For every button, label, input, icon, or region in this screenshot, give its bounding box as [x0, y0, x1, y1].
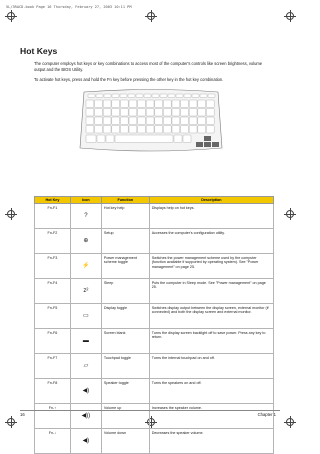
- keyboard-key: [155, 126, 163, 134]
- keyboard-key: [155, 109, 163, 117]
- keyboard-key: [198, 100, 206, 108]
- description-cell: Turns the display screen backlight off to save power. Press any key to return.: [149, 329, 273, 354]
- keyboard-key: [189, 117, 197, 125]
- sleep-icon: z²: [83, 287, 89, 294]
- keyboard-key: [181, 126, 189, 134]
- keyboard-key: [172, 117, 180, 125]
- column-header-hot-key: Hot Key: [35, 197, 71, 204]
- keyboard-key: [181, 117, 189, 125]
- icon-cell: [70, 379, 101, 404]
- registration-mark-top-left: [7, 12, 15, 20]
- function-cell: Setup: [101, 229, 149, 254]
- keyboard-key: [96, 94, 103, 98]
- keyboard-key: [86, 135, 96, 143]
- registration-mark-mid-left: [7, 210, 15, 218]
- section-title: Hot Keys: [20, 46, 58, 56]
- keyboard-key: [129, 126, 137, 134]
- table-header-row: [35, 197, 274, 204]
- page-number: 16: [20, 412, 25, 417]
- hotkey-cell: Fn-F4: [35, 279, 71, 304]
- keyboard-key: [112, 126, 120, 134]
- keyboard-key: [136, 94, 143, 98]
- keyboard-key: [183, 135, 191, 143]
- column-header-icon: Icon: [70, 197, 101, 204]
- keyboard-key: [198, 126, 206, 134]
- description-cell: Switches display output between the display screen, external monitor (if connected) and both the display screen and external monitor.: [149, 304, 273, 329]
- description-cell: Increases the speaker volume.: [149, 404, 273, 429]
- keyboard-key: [120, 100, 128, 108]
- keyboard-key: [86, 117, 94, 125]
- function-cell: Display toggle: [101, 304, 149, 329]
- function-cell: Screen blank: [101, 329, 149, 354]
- chapter-label: Chapter 1: [257, 412, 276, 417]
- function-cell: Volume down: [101, 429, 149, 454]
- screen-blank-icon: ▬: [82, 337, 89, 344]
- icon-cell: [70, 304, 101, 329]
- intro-paragraph: The computer employs hot keys or key combinations to access most of the computer's controls like screen brightness, volume output and the BIOS Utility.: [34, 61, 263, 72]
- keyboard-key: [189, 109, 197, 117]
- keyboard-key: [208, 94, 215, 98]
- keyboard-key: [112, 117, 120, 125]
- table-row: [35, 279, 274, 304]
- keyboard-key: [120, 117, 128, 125]
- keyboard-key: [86, 126, 94, 134]
- description-cell: Turns the internal touchpad on and off.: [149, 354, 273, 379]
- keyboard-key: [198, 117, 206, 125]
- table-row: [35, 329, 274, 354]
- keyboard-key: [172, 100, 180, 108]
- keyboard-key: [163, 109, 171, 117]
- display-toggle-icon: ▭: [83, 312, 89, 319]
- function-cell: Sleep: [101, 279, 149, 304]
- keyboard-key: [146, 100, 154, 108]
- keyboard-key: [174, 135, 182, 143]
- keyboard-key: [128, 94, 135, 98]
- keyboard-key: [95, 109, 103, 117]
- keyboard-key: [181, 109, 189, 117]
- keyboard-key: [152, 94, 159, 98]
- registration-mark-mid-right: [286, 210, 294, 218]
- setup-icon: ⊕: [83, 237, 89, 244]
- keyboard-key: [146, 109, 154, 117]
- keyboard-key: [95, 117, 103, 125]
- keyboard-key: [112, 109, 120, 117]
- keyboard-key: [206, 126, 214, 134]
- keyboard-key: [144, 94, 151, 98]
- footer-rule: [20, 410, 280, 411]
- question-mark-icon: ?: [84, 212, 88, 219]
- keyboard-key: [112, 100, 120, 108]
- icon-cell: [70, 204, 101, 229]
- keyboard-key: [120, 109, 128, 117]
- hot-keys-table: [34, 196, 274, 454]
- keyboard-key: [95, 100, 103, 108]
- keyboard-key: [88, 94, 95, 98]
- hotkey-cell: Fn-↓: [35, 429, 71, 454]
- keyboard-key: [138, 126, 146, 134]
- keyboard-key: [146, 117, 154, 125]
- keyboard-key: [115, 135, 173, 143]
- hotkey-cell: Fn-↑: [35, 404, 71, 429]
- icon-cell: [70, 429, 101, 454]
- description-cell: Turns the speakers on and off.: [149, 379, 273, 404]
- table-row: [35, 229, 274, 254]
- keyboard-key: [206, 109, 214, 117]
- volume-up-icon: ◀)): [81, 412, 91, 419]
- keyboard-key: [129, 109, 137, 117]
- keyboard-key: [103, 109, 111, 117]
- keyboard-key: [189, 100, 197, 108]
- table-row: [35, 304, 274, 329]
- function-cell: Hot key help: [101, 204, 149, 229]
- keyboard-illustration: [76, 86, 226, 156]
- keyboard-key: [189, 126, 197, 134]
- icon-cell: [70, 254, 101, 279]
- keyboard-key: [160, 94, 167, 98]
- keyboard-key: [86, 109, 94, 117]
- running-header: 5L/3RACD.book Page 16 Thursday, February 27, 2003 10:11 PM: [6, 5, 132, 9]
- keyboard-key: [163, 100, 171, 108]
- description-cell: Displays help on hot keys.: [149, 204, 273, 229]
- keyboard-key: [103, 117, 111, 125]
- keyboard-key: [86, 100, 94, 108]
- function-cell: Speaker toggle: [101, 379, 149, 404]
- description-cell: Decreases the speaker volume.: [149, 429, 273, 454]
- hotkey-cell: Fn-F1: [35, 204, 71, 229]
- function-cell: Touchpad toggle: [101, 354, 149, 379]
- keyboard-key: [138, 100, 146, 108]
- volume-down-icon: ◀): [82, 437, 90, 444]
- description-cell: Accesses the computer's configuration utility.: [149, 229, 273, 254]
- hotkey-cell: Fn-F5: [35, 304, 71, 329]
- table-row: [35, 354, 274, 379]
- keyboard-key: [206, 117, 214, 125]
- hotkey-cell: Fn-F8: [35, 379, 71, 404]
- keyboard-key: [97, 135, 105, 143]
- keyboard-key: [146, 126, 154, 134]
- description-cell: Puts the computer in Sleep mode. See "Power management" on page 25.: [149, 279, 273, 304]
- keyboard-key: [200, 94, 207, 98]
- activation-paragraph: To activate hot keys, press and hold the Fn key before pressing the other key in the hot key combination.: [34, 77, 224, 82]
- keyboard-key: [120, 126, 128, 134]
- keyboard-key: [172, 126, 180, 134]
- table-row: [35, 254, 274, 279]
- keyboard-key: [176, 94, 183, 98]
- icon-cell: [70, 229, 101, 254]
- table-row: [35, 429, 274, 454]
- keyboard-key: [138, 109, 146, 117]
- keyboard-key: [104, 94, 111, 98]
- icon-cell: [70, 279, 101, 304]
- speaker-toggle-icon: ◀): [82, 387, 90, 394]
- hotkey-cell: Fn-F2: [35, 229, 71, 254]
- hotkey-cell: Fn-F7: [35, 354, 71, 379]
- keyboard-key: [103, 100, 111, 108]
- registration-mark-top-right: [286, 12, 294, 20]
- function-cell: Power management scheme toggle: [101, 254, 149, 279]
- touchpad-toggle-icon: ▱: [83, 362, 89, 369]
- function-cell: Volume up: [101, 404, 149, 429]
- keyboard-key: [168, 94, 175, 98]
- keyboard-key: [103, 126, 111, 134]
- keyboard-key: [181, 100, 189, 108]
- column-header-function: Function: [101, 197, 149, 204]
- keyboard-key: [112, 94, 119, 98]
- table-row: [35, 204, 274, 229]
- icon-cell: [70, 329, 101, 354]
- keyboard-key: [155, 117, 163, 125]
- table-row: [35, 379, 274, 404]
- icon-cell: [70, 354, 101, 379]
- keyboard-key: [172, 109, 180, 117]
- keyboard-key: [106, 135, 114, 143]
- keyboard-key: [129, 117, 137, 125]
- hotkey-cell: Fn-F3: [35, 254, 71, 279]
- keyboard-key: [120, 94, 127, 98]
- keyboard-key: [163, 126, 171, 134]
- keyboard-key: [198, 109, 206, 117]
- hotkey-cell: Fn-F6: [35, 329, 71, 354]
- column-header-description: Description: [149, 197, 273, 204]
- description-cell: Switches the power management scheme used by the computer (function available if supported by operating system). See "Power management" on page 25.: [149, 254, 273, 279]
- keyboard-key: [163, 117, 171, 125]
- keyboard-key: [129, 100, 137, 108]
- power-scheme-icon: ⚡: [82, 262, 90, 269]
- registration-mark-top-center: [147, 12, 155, 20]
- keyboard-key: [192, 94, 199, 98]
- keyboard-key: [184, 94, 191, 98]
- keyboard-key: [206, 100, 214, 108]
- keyboard-key: [138, 117, 146, 125]
- keyboard-key: [95, 126, 103, 134]
- keyboard-key: [155, 100, 163, 108]
